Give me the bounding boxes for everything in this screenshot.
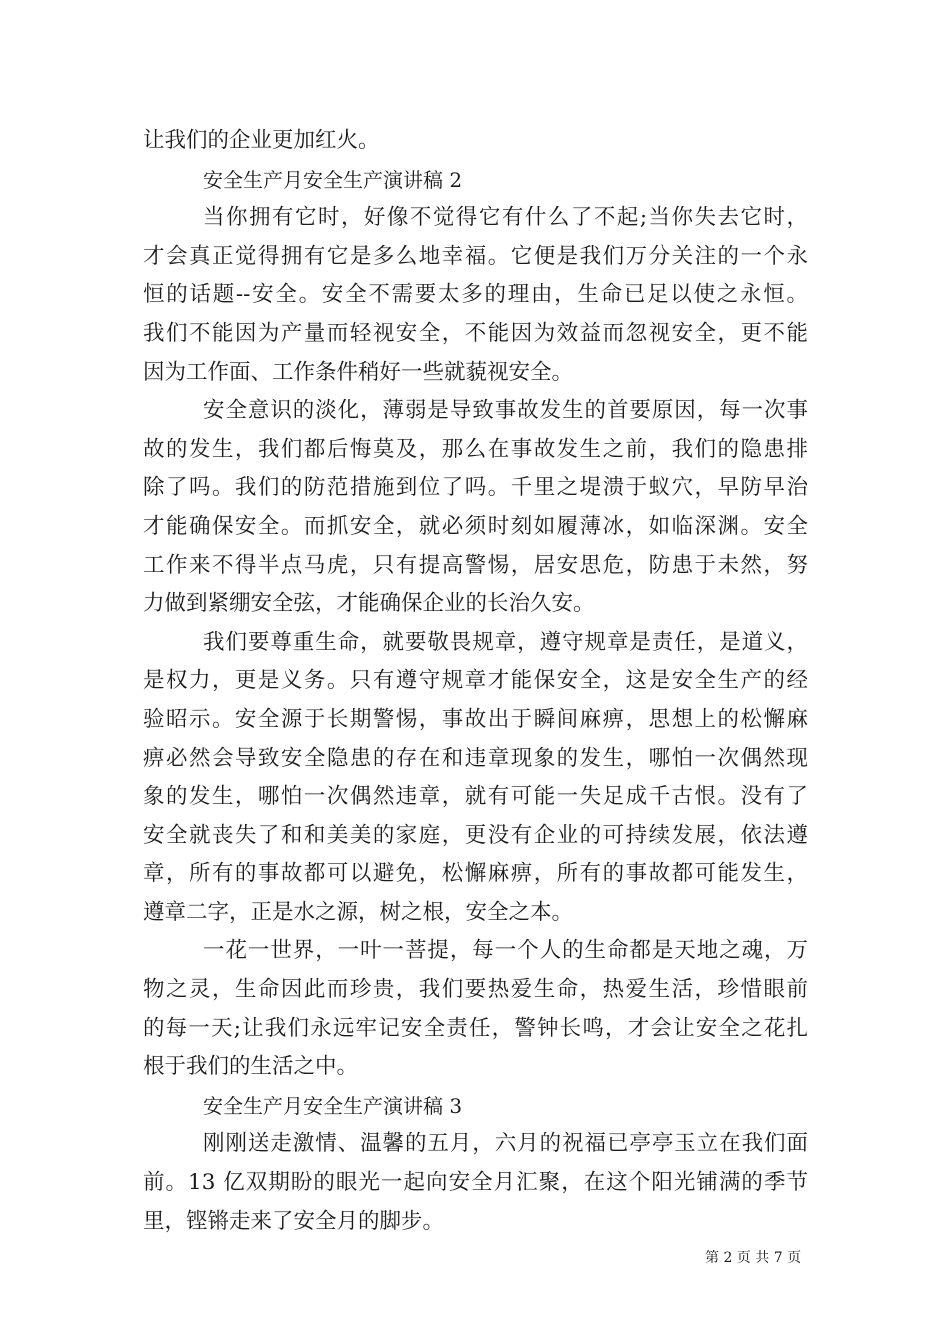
paragraph-line: 安全意识的淡化，薄弱是导致事故发生的首要原因，每一次事 — [203, 398, 808, 424]
paragraph-line: 象的发生，哪怕一次偶然违章，就有可能一失足成千古恨。没有了 — [143, 784, 808, 810]
paragraph — [143, 1125, 808, 1241]
paragraph-line: 我们不能因为产量而轻视安全，不能因为效益而忽视安全，更不能 — [143, 320, 808, 346]
paragraph-line: 的每一天;让我们永远牢记安全责任，警钟长鸣，才会让安全之花扎 — [143, 1015, 808, 1041]
paragraph-line: 除了吗。我们的防范措施到位了吗。千里之堤溃于蚁穴，早防早治 — [143, 475, 808, 501]
paragraph-line: 让我们的企业更加红火。 — [143, 128, 380, 153]
paragraph-line: 前。13 亿双期盼的眼光一起向安全月汇聚，在这个阳光铺满的季节 — [143, 1170, 808, 1196]
paragraph-line: 恒的话题--安全。安全不需要太多的理由，生命已足以使之永恒。 — [143, 282, 808, 308]
page-number: 第 2 页 共 7 页 — [705, 1250, 802, 1266]
section-heading: 安全生产月安全生产演讲稿 2 — [203, 167, 463, 192]
paragraph-line: 才会真正觉得拥有它是多么地幸福。它便是我们万分关注的一个永 — [143, 243, 808, 269]
paragraph-line: 工作来不得半点马虎，只有提高警惕，居安思危，防患于未然，努 — [143, 552, 808, 578]
paragraph-line: 刚刚送走激情、温馨的五月，六月的祝福已亭亭玉立在我们面 — [203, 1131, 808, 1157]
paragraph-line: 里，铿锵走来了安全月的脚步。 — [143, 1208, 445, 1234]
paragraph-line: 才能确保安全。而抓安全，就必须时刻如履薄冰，如临深渊。安全 — [143, 513, 808, 539]
paragraph-line: 章，所有的事故都可以避免，松懈麻痹，所有的事故都可能发生， — [143, 861, 808, 887]
paragraph-line: 根于我们的生活之中。 — [143, 1054, 359, 1080]
paragraph-line: 一花一世界，一叶一菩提，每一个人的生命都是天地之魂，万 — [203, 938, 808, 964]
paragraph-line: 验昭示。安全源于长期警惕，事故出于瞬间麻痹，思想上的松懈麻 — [143, 706, 808, 732]
paragraph-line: 痹必然会导致安全隐患的存在和违章现象的发生，哪怕一次偶然现 — [143, 745, 808, 771]
document-body — [143, 122, 808, 1241]
paragraph-line: 物之灵，生命因此而珍贵，我们要热爱生命，热爱生活，珍惜眼前 — [143, 977, 808, 1003]
paragraph — [143, 199, 808, 392]
paragraph-line: 因为工作面、工作条件稍好一些就藐视安全。 — [143, 359, 574, 385]
paragraph-line: 当你拥有它时，好像不觉得它有什么了不起;当你失去它时， — [203, 205, 808, 231]
section-heading: 安全生产月安全生产演讲稿 3 — [203, 1093, 463, 1118]
paragraph — [143, 932, 808, 1086]
paragraph-line: 故的发生，我们都后悔莫及，那么在事故发生之前，我们的隐患排 — [143, 436, 808, 462]
paragraph-line: 力做到紧绷安全弦，才能确保企业的长治久安。 — [143, 591, 595, 617]
paragraph — [143, 392, 808, 624]
paragraph-line: 我们要尊重生命，就要敬畏规章，遵守规章是责任，是道义， — [203, 629, 808, 655]
paragraph-line: 是权力，更是义务。只有遵守规章才能保安全，这是安全生产的经 — [143, 668, 808, 694]
paragraph — [143, 624, 808, 933]
paragraph-line: 遵章二字，正是水之源，树之根，安全之本。 — [143, 899, 574, 925]
paragraph-line: 安全就丧失了和和美美的家庭，更没有企业的可持续发展，依法遵 — [143, 822, 808, 848]
